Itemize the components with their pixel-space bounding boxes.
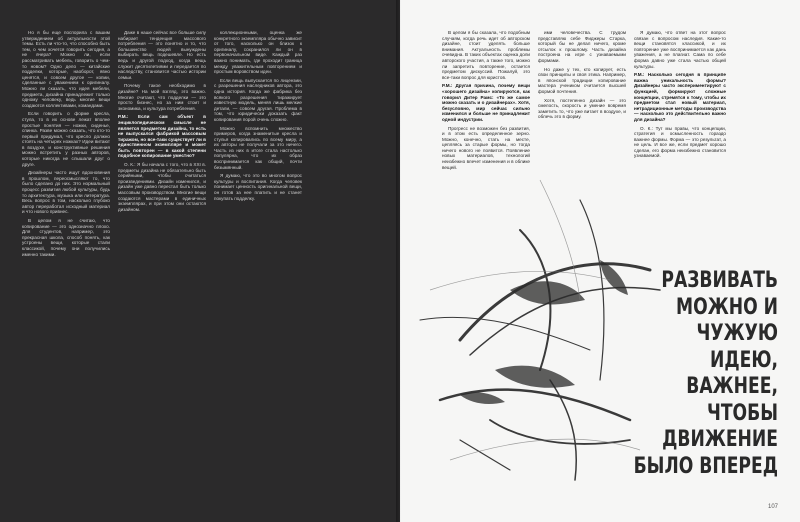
right-column-2 bbox=[538, 30, 626, 180]
paragraph: Я думаю, что это во многом вопрос культуры и воспитания. Когда человек понимает ценность оригинальной вещи, он готов за нее платить и не станет покупать подделку. bbox=[214, 173, 302, 201]
paragraph: Даже в наше сейчас все больше силу набирает тенденция массового потребления — это понятно и то, что большинство людей вынуждены выбирать вещь подешевле. Но есть ведь и другой подход, когда вещь служит десятилетиями и передается по наследству, становится частью истории семьи. bbox=[118, 30, 206, 80]
paragraph: Прогресс не возможен без развития, и в этом есть определенное зерно. Можно, конечно, стать на месте, цепляясь за старые формы, но тогда ничего нового не появится. Появление новых материалов, технологий неизбежно влечет изменения и в облике вещей. bbox=[442, 125, 530, 170]
pull-quote-headline: РАЗВИВАТЬ МОЖНО И ЧУЖУЮ ИДЕЮ, ВАЖНЕЕ, ЧТОБЫ ДВИЖЕНИЕ БЫЛО ВПЕРЕД bbox=[633, 268, 778, 479]
paragraph: Но даже у тех, кто копирует, есть свои принципы и своя этика. Например, в японской традиции копирование мастера учеником считается высшей формой почтения. bbox=[538, 66, 626, 94]
paragraph: Но я бы еще поспорила с вашим утверждением об актуальности этой темы. Есть ли что-то, что способно быть тем, о чем хочется говорить сегодня, а не вчера? Можно ли, если рассматривать мебель, говорить о чем-то новом? Одно дело — китайские подделки, которые, наоборот, явно ценятся, и совсем другое — копии, сделанные с уважением к оригиналу. Можно ли сказать, что идея мебели, предмета, дизайна принадлежит только одному человеку, ведь многие вещи создаются коллективами, командами. bbox=[22, 30, 110, 108]
paragraph: В целом я не считаю, что копирование — это однозначно плохо. Для студентов, например, это прекрасная школа, способ понять, как устроены вещи, которые стали классикой, почему они получились именно такими. bbox=[22, 218, 110, 257]
interview-question: Р.М.: Другая причина, почему вещи «хорошего дизайна» копируются, как говорил Дитер Рамс: «То же самое можно сказать и о дизайнерах». Хотя, безусловно, мир сейчас сильно изменился и больше не принадлежит одной индустрии. bbox=[442, 83, 530, 122]
paragraph: Если говорить о форме кресла, стула, то в их основе лежат вполне простые понятия — ножки, сиденье, спинка. Разве можно сказать, что кто-то первый придумал, что кресло должно стоять на четырех ножках? Идеи витают в воздухе, и конструктивные решения можно встретить у разных авторов, которые никогда не слышали друг о друге. bbox=[22, 111, 110, 167]
paragraph: Можно вспомнить множество примеров, когда знаменитые кресла и стулья копировались по всему миру, а их авторы не получали за это ничего. Часть из них в итоге стала настолько популярна, что их образ воспринимается как общий, почти безымянный. bbox=[214, 125, 302, 170]
left-column-1 bbox=[22, 30, 110, 260]
paragraph: Я думаю, что ответ на этот вопрос связан с вопросом наследия. Какие-то вещи становятся классикой, и их повторение уже воспринимается как дань уважения, а не плагиат. Сама по себе форма давно уже стала частью общей культуры. bbox=[634, 30, 726, 69]
paragraph: коллекционными, оценка же конкретного экземпляра обычно зависит от того, насколько он близок к оригиналу, сохранился ли он в первоначальном виде. Каждый раз важно понимать, где проходит граница между уважительным повторением и простым воровством идеи. bbox=[214, 30, 302, 75]
paragraph: ими человечества. С трудом представляю себе Фиджеры Старка, который бы не делал ничего, кроме отсылок к прошлому. Часть дизайна построена на игре с узнаваемыми формами. bbox=[538, 30, 626, 63]
interview-question: Р.М.: Если сам объект в энциклопедическом смысле не является предметом дизайна, то есть не выпускался фабрикой массовым тиражом, но все-таки существует ли в единственном экземпляре и может быть повторен — в какой степени подобное копирование уместно? bbox=[118, 114, 206, 159]
paragraph: О. К.: Я бы начала с того, что в XXI в. предметы дизайна не обязательно быть серийными, чтобы считаться произведениями. Дизайн изменился, и дизайн уже давно перестал быть только массовым производством. Многие вещи создаются мастерами в единичных экземплярах, и при этом они остаются дизайном. bbox=[118, 162, 206, 212]
page-number: 107 bbox=[767, 504, 778, 510]
paragraph: В целом я бы сказала, что подобным случаям, когда речь идет об авторском дизайне, стоит уделять больше внимания. Актуальность проблемы очевидна. В таких объектах оценка доли авторского участия, а также того, можно ли запретить повторение, остается предметом дискуссий. Пожалуй, это все-таки вопрос для юристов. bbox=[442, 30, 530, 80]
left-column-3 bbox=[214, 30, 302, 204]
left-column-2 bbox=[118, 30, 206, 215]
paragraph: Почему такое необходимо в дизайне? На мой взгляд, это важно. Многие считают, что подделки — это просто бизнес, но за ним стоит и экономика, и культура потребления. bbox=[118, 83, 206, 111]
paragraph: Хотя, постепенно дизайн — это смелость, скорость и умение вовремя заметить то, что уже витает в воздухе, и облечь это в форму. bbox=[538, 97, 626, 120]
interview-question: Р.М.: Насколько сегодня в принципе важна уникальность формы? Дизайнеры часто экспериментируют с функцией, формируют сложные концепции, стремятся к тому, чтобы их предметом стал новый материал, нетрадиционные методы производства — насколько это действительно важно для дизайна? bbox=[634, 72, 726, 122]
paragraph: Если вещь выпускается по лицензии, с разрешения наследников автора, это одна история. Когда же фабрика без всякого разрешения тиражирует известную модель, меняя лишь мелкие детали, — совсем другая. Проблема в том, что юридически доказать факт копирования порой очень сложно. bbox=[214, 77, 302, 122]
paragraph: О. К.: Тут мы правы, что концепции, стратегия и осмысленность гораздо важнее формы. Форма — это результат, а не цель. И все же, если предмет хорошо сделан, его форма неизбежно становится узнаваемой. bbox=[634, 125, 726, 159]
right-column-1 bbox=[442, 30, 530, 180]
paragraph: Дизайнеры часто ищут вдохновения в прошлом, переосмысляют то, что было сделано до них. Это нормальный процесс развития любой культуры, будь то архитектура, музыка или литература. Весь вопрос в том, насколько глубоко автор переработал исходный материал и что нового привнес. bbox=[22, 170, 110, 215]
